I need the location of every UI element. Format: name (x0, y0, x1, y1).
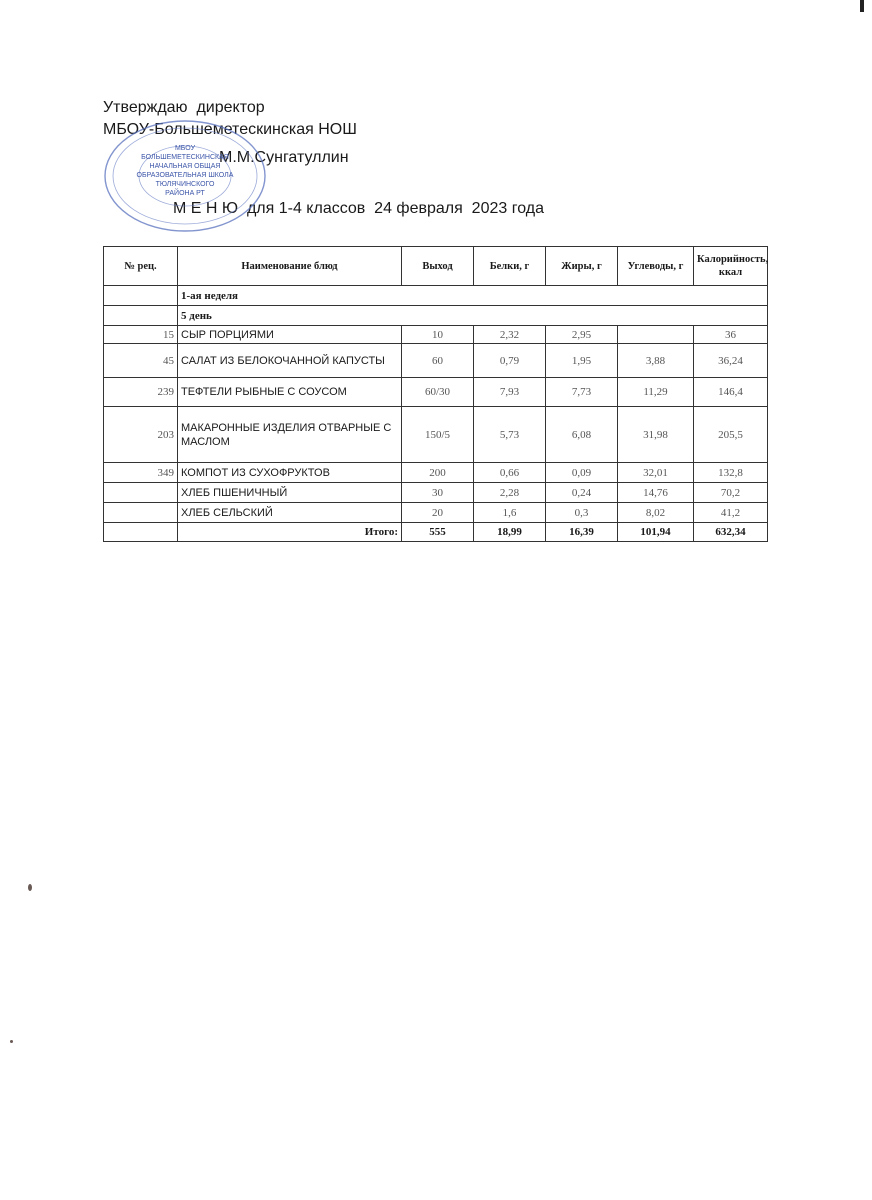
table-cell (104, 523, 178, 542)
total-carbs: 101,94 (618, 523, 694, 542)
column-header: Калорийность, ккал (694, 247, 768, 286)
recipe-number: 15 (104, 326, 178, 344)
scan-edge-mark (860, 0, 864, 12)
protein-value: 1,6 (474, 503, 546, 523)
carbs-value: 3,88 (618, 344, 694, 378)
portion-output: 200 (402, 463, 474, 483)
portion-output: 30 (402, 483, 474, 503)
organization-name: МБОУ-Большеметескинская НОШ (103, 121, 357, 138)
table-cell (104, 286, 178, 306)
carbs-value (618, 326, 694, 344)
week-row (104, 286, 768, 306)
portion-output: 150/5 (402, 407, 474, 463)
stamp-line: МБОУ (174, 145, 196, 152)
column-header: Наименование блюд (178, 247, 402, 286)
dish-name: ХЛЕБ СЕЛЬСКИЙ (178, 503, 402, 523)
carbs-value: 31,98 (618, 407, 694, 463)
total-protein: 18,99 (474, 523, 546, 542)
carbs-value: 32,01 (618, 463, 694, 483)
recipe-number: 203 (104, 407, 178, 463)
recipe-number (104, 503, 178, 523)
table-header-row (104, 247, 768, 286)
day-row (104, 306, 768, 326)
protein-value: 0,79 (474, 344, 546, 378)
stamp-line: НАЧАЛЬНАЯ ОБЩАЯ (149, 163, 221, 170)
calories-value: 70,2 (694, 483, 768, 503)
dish-name: ТЕФТЕЛИ РЫБНЫЕ С СОУСОМ (178, 378, 402, 407)
column-header: Жиры, г (546, 247, 618, 286)
total-label: Итого: (178, 523, 402, 542)
column-header: Углеводы, г (618, 247, 694, 286)
carbs-value: 11,29 (618, 378, 694, 407)
table-cell (104, 306, 178, 326)
calories-value: 41,2 (694, 503, 768, 523)
carbs-value: 8,02 (618, 503, 694, 523)
total-calories: 632,34 (694, 523, 768, 542)
total-output: 555 (402, 523, 474, 542)
fat-value: 1,95 (546, 344, 618, 378)
week-label: 1-ая неделя (178, 286, 768, 306)
stamp-line: БОЛЬШЕМЕТЕСКИНСКАЯ (141, 154, 229, 161)
table-row (104, 483, 768, 503)
fat-value: 7,73 (546, 378, 618, 407)
recipe-number: 239 (104, 378, 178, 407)
official-stamp (100, 116, 270, 246)
recipe-number: 45 (104, 344, 178, 378)
dish-name: САЛАТ ИЗ БЕЛОКОЧАННОЙ КАПУСТЫ (178, 344, 402, 378)
dish-name: СЫР ПОРЦИЯМИ (178, 326, 402, 344)
column-header: № рец. (104, 247, 178, 286)
fat-value: 0,09 (546, 463, 618, 483)
total-row (104, 523, 768, 542)
dish-name: МАКАРОННЫЕ ИЗДЕЛИЯ ОТВАРНЫЕ С МАСЛОМ (178, 407, 402, 463)
portion-output: 60 (402, 344, 474, 378)
menu-title: М Е Н Ю для 1-4 классов 24 февраля 2023 года (173, 200, 544, 217)
calories-value: 146,4 (694, 378, 768, 407)
stamp-line: РАЙОНА РТ (165, 190, 205, 197)
calories-value: 36 (694, 326, 768, 344)
day-label: 5 день (178, 306, 768, 326)
table-row (104, 407, 768, 463)
table-row (104, 378, 768, 407)
carbs-value: 14,76 (618, 483, 694, 503)
column-header: Белки, г (474, 247, 546, 286)
dish-name: КОМПОТ ИЗ СУХОФРУКТОВ (178, 463, 402, 483)
table-row (104, 463, 768, 483)
column-header: Выход (402, 247, 474, 286)
fat-value: 2,95 (546, 326, 618, 344)
stamp-line: ТЮЛЯЧИНСКОГО (155, 181, 215, 188)
calories-value: 36,24 (694, 344, 768, 378)
scan-speck (10, 1040, 13, 1043)
fat-value: 0,24 (546, 483, 618, 503)
table-row (104, 344, 768, 378)
protein-value: 5,73 (474, 407, 546, 463)
protein-value: 2,32 (474, 326, 546, 344)
table-row (104, 326, 768, 344)
portion-output: 60/30 (402, 378, 474, 407)
stamp-line: ОБРАЗОВАТЕЛЬНАЯ ШКОЛА (136, 172, 234, 179)
recipe-number (104, 483, 178, 503)
protein-value: 2,28 (474, 483, 546, 503)
fat-value: 0,3 (546, 503, 618, 523)
portion-output: 20 (402, 503, 474, 523)
recipe-number: 349 (104, 463, 178, 483)
menu-table (103, 246, 768, 542)
table-row (104, 503, 768, 523)
scan-speck (28, 884, 32, 891)
calories-value: 132,8 (694, 463, 768, 483)
fat-value: 6,08 (546, 407, 618, 463)
protein-value: 7,93 (474, 378, 546, 407)
portion-output: 10 (402, 326, 474, 344)
protein-value: 0,66 (474, 463, 546, 483)
total-fat: 16,39 (546, 523, 618, 542)
approve-text: Утверждаю директор (103, 99, 265, 116)
calories-value: 205,5 (694, 407, 768, 463)
signer-name: М.М.Сунгатуллин (219, 149, 349, 166)
dish-name: ХЛЕБ ПШЕНИЧНЫЙ (178, 483, 402, 503)
